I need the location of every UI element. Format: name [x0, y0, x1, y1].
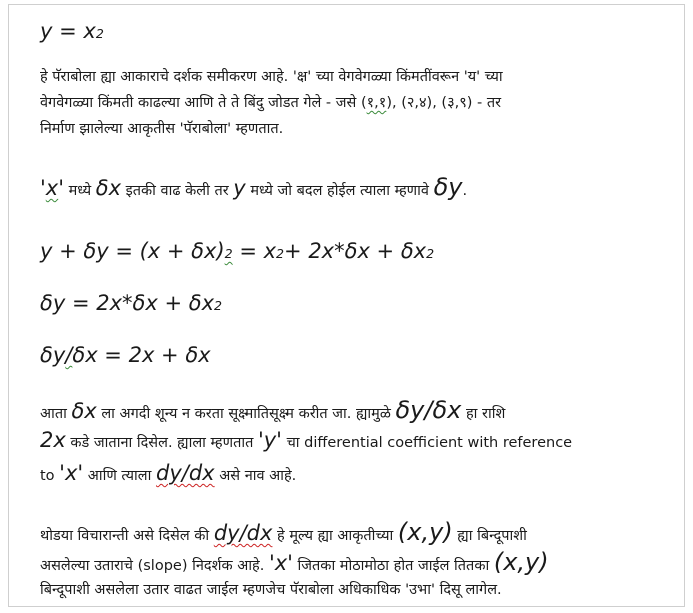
variable-y: y — [233, 176, 246, 200]
delta-x: δx — [95, 176, 122, 200]
delta-y: δy — [433, 173, 463, 201]
equation-text: δy = 2x*δx + δx — [40, 291, 215, 315]
equation-text: = x — [232, 239, 277, 263]
variable-x: x — [45, 176, 59, 200]
text: ह्या बिन्दूपाशी — [452, 528, 527, 544]
text: असे नाव आहे. — [214, 468, 297, 484]
variable-y: 'y' — [257, 428, 282, 452]
text: हा राशि — [461, 406, 506, 422]
point-xy: (x,y) — [493, 548, 549, 576]
exponent: 2 — [426, 246, 435, 261]
text: असलेल्या उताराचे (slope) निदर्शक आहे. — [40, 558, 269, 574]
dy-dx: dy/dx — [156, 461, 215, 485]
point-xy: (x,y) — [397, 518, 453, 546]
exponent: 2 — [224, 246, 233, 261]
dy-dx-ratio: δy/δx — [395, 396, 462, 424]
text: चा differential coefficient with reference — [281, 435, 573, 451]
paragraph-1-line-2 — [40, 90, 501, 116]
definition-line — [40, 174, 467, 204]
dy-dx: dy/dx — [213, 521, 273, 545]
quote: ' — [58, 176, 64, 200]
delta-x: δx — [71, 399, 97, 423]
equation-parabola — [40, 18, 104, 44]
equation-text: + 2x*δx + δx — [284, 239, 427, 263]
variable-x: 'x' — [268, 551, 293, 575]
exponent: 2 — [276, 246, 285, 261]
text: मध्ये जो बदल होईल त्याला म्हणावे — [245, 183, 434, 199]
equation-text: y = x — [40, 19, 96, 43]
text: वेगवेगळ्या किंमती काढल्या आणि ते ते बिंदु जोडत गेले - जसे ( — [40, 95, 367, 111]
paragraph-1-line-1: हे पॅराबोला ह्या आकाराचे दर्शक समीकरण आहे. 'क्ष' च्या वेगवेगळ्या किंमतींवरून 'य' च्या — [40, 69, 503, 85]
equation-delta-y — [40, 290, 222, 316]
spellcheck-underlined-text: १,१ — [366, 95, 387, 111]
paragraph-2-line-2 — [40, 427, 572, 456]
paragraph-3-line-2 — [40, 549, 549, 579]
text: आणि त्याला — [83, 468, 156, 484]
paragraph-3-line-1 — [40, 519, 527, 549]
paragraph-2-line-3 — [40, 460, 296, 489]
equation-expansion — [40, 238, 434, 264]
text: मध्ये — [64, 183, 96, 199]
slash: / — [65, 343, 73, 367]
equation-text: δx = 2x + δx — [72, 343, 211, 367]
two-x: 2x — [40, 428, 66, 452]
text: जितका मोठामोठा होत जाईल तितका — [292, 558, 494, 574]
paragraph-3-line-3: बिन्दूपाशी असलेला उतार वाढत जाईल म्हणजेच पॅराबोला अधिकाधिक 'उभा' दिसू लागेल. — [40, 582, 502, 598]
paragraph-1-line-3: निर्माण झालेल्या आकृतीस 'पॅराबोला' म्हणतात. — [40, 121, 284, 137]
text: हे मूल्य ह्या आकृतीच्या — [272, 528, 398, 544]
text: . — [462, 183, 468, 199]
equation-text: δy — [40, 343, 66, 367]
equation-text: y + δy = (x + δx) — [40, 239, 225, 263]
text: थोडया विचारान्ती असे दिसेल की — [40, 528, 214, 544]
quote: ' — [40, 176, 46, 200]
paragraph-2-line-1 — [40, 397, 505, 427]
equation-ratio — [40, 342, 211, 368]
exponent: 2 — [214, 298, 223, 313]
text: to — [40, 468, 60, 484]
variable-x: 'x' — [59, 461, 84, 485]
text: ), (२,४), (३,९) - तर — [386, 95, 502, 111]
text: आता — [40, 406, 72, 422]
exponent: 2 — [95, 26, 104, 41]
text: इतकी वाढ केली तर — [121, 183, 234, 199]
text: कडे जाताना दिसेल. ह्याला म्हणतात — [65, 435, 258, 451]
text: ला अगदी शून्य न करता सूक्ष्मातिसूक्ष्म करीत जा. ह्यामुळे — [96, 406, 396, 422]
